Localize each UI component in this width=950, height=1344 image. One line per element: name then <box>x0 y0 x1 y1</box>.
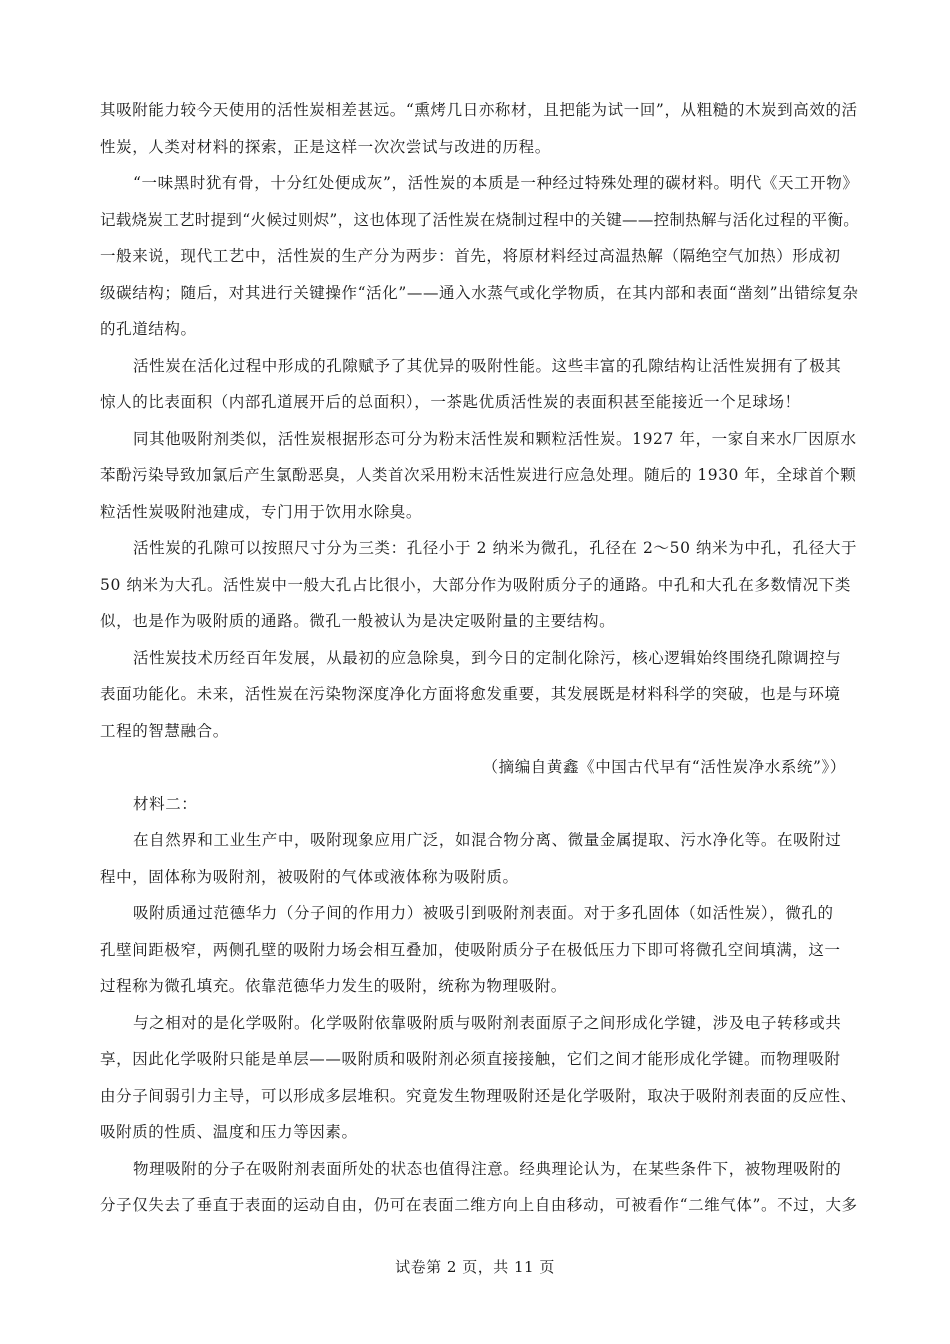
paragraph <box>100 348 860 421</box>
text-line: 在自然界和工业生产中，吸附现象应用广泛，如混合物分离、微量金属提取、污水净化等。在吸附过 <box>133 831 842 849</box>
text-line: 享，因此化学吸附只能是单层——吸附质和吸附剂必须直接接触，它们之间才能形成化学键。而物理吸附 <box>100 1050 841 1068</box>
text-line: 50 纳米为大孔。活性炭中一般大孔占比很小，大部分作为吸附质分子的通路。中孔和大孔在多数情况下类 <box>100 575 851 594</box>
text-line: 分子仅失去了垂直于表面的运动自由，仍可在表面二维方向上自由移动，可被看作“二维气体”。不过，大多 <box>100 1196 858 1214</box>
text-line: 由分子间弱引力主导，可以形成多层堆积。究竟发生物理吸附还是化学吸附，取决于吸附剂表面的反应性、 <box>100 1086 857 1105</box>
text-line: 吸附质通过范德华力（分子间的作用力）被吸引到吸附剂表面。对于多孔固体（如活性炭），微孔的 <box>133 904 834 922</box>
text-line: 与之相对的是化学吸附。化学吸附依靠吸附质与吸附剂表面原子之间形成化学键，涉及电子转移或共 <box>133 1013 842 1032</box>
text-line: 性炭，人类对材料的探索，正是这样一次次尝试与改进的历程。 <box>100 137 551 156</box>
text-line: 惊人的比表面积（内部孔道展开后的总面积），一茶匙优质活性炭的表面积甚至能接近一个足球场！ <box>100 393 801 411</box>
page-content <box>100 92 860 1224</box>
material-two-label: 材料二： <box>133 794 198 813</box>
paragraph <box>100 640 860 750</box>
text-line: 其吸附能力较今天使用的活性炭相差甚远。“熏烤几日亦称材，且把能为试一回”，从粗糙的木炭到高效的活 <box>100 101 858 119</box>
text-line: 过程称为微孔填充。依靠范德华力发生的吸附，统称为物理吸附。 <box>100 977 567 995</box>
text-line: 表面功能化。未来，活性炭在污染物深度净化方面将愈发重要，其发展既是材料科学的突破，也是与环境 <box>100 685 841 703</box>
source-citation: （摘编自黄鑫《中国古代早有“活性炭净水系统”》） <box>482 758 846 776</box>
text-line: 级碳结构；随后，对其进行关键操作“活化”——通入水蒸气或化学物质，在其内部和表面“凿刻”出错综复杂 <box>100 283 859 302</box>
paragraph <box>100 1005 860 1151</box>
paragraph <box>100 421 860 531</box>
text-line: 物理吸附的分子在吸附剂表面所处的状态也值得注意。经典理论认为，在某些条件下，被物理吸附的 <box>133 1159 842 1178</box>
text-line: 一般来说，现代工艺中，活性炭的生产分为两步：首先，将原材料经过高温热解（隔绝空气加热）形成初 <box>100 247 841 265</box>
text-line: “一味黑时犹有骨，十分红处便成灰”，活性炭的本质是一种经过特殊处理的碳材料。明代《天工开物》 <box>133 174 859 192</box>
text-line: 似，也是作为吸附质的通路。微孔一般被认为是决定吸附量的主要结构。 <box>100 612 616 630</box>
text-line: 活性炭的孔隙可以按照尺寸分为三类：孔径小于 2 纳米为微孔，孔径在 2～50 纳米为中孔，孔径大于 <box>133 539 858 557</box>
text-line: 同其他吸附剂类似，活性炭根据形态可分为粉末活性炭和颗粒活性炭。1927 年，一家自来水厂因原水 <box>133 429 857 448</box>
text-line: 活性炭在活化过程中形成的孔隙赋予了其优异的吸附性能。这些丰富的孔隙结构让活性炭拥有了极其 <box>133 356 842 375</box>
text-line: 工程的智慧融合。 <box>100 721 229 740</box>
paragraph <box>100 165 860 348</box>
text-line: 活性炭技术历经百年发展，从最初的应急除臭，到今日的定制化除污，核心逻辑始终围绕孔隙调控与 <box>133 648 842 667</box>
page-footer: 试卷第 2 页，共 11 页 <box>395 1258 555 1276</box>
text-line: 的孔道结构。 <box>100 320 197 338</box>
text-line: 粒活性炭吸附池建成，专门用于饮用水除臭。 <box>100 502 423 521</box>
text-line: 吸附质的性质、温度和压力等因素。 <box>100 1123 358 1141</box>
paragraph <box>100 530 860 640</box>
paragraph <box>100 822 860 895</box>
text-line: 程中，固体称为吸附剂，被吸附的气体或液体称为吸附质。 <box>100 867 519 886</box>
paragraph <box>100 92 860 165</box>
text-line: 苯酚污染导致加氯后产生氯酚恶臭，人类首次采用粉末活性炭进行应急处理。随后的 1930 年，全球首个颗 <box>100 466 857 484</box>
text-line: 记载烧炭工艺时提到“火候过则烬”，这也体现了活性炭在烧制过程中的关键——控制热解与活化过程的平衡。 <box>100 210 860 229</box>
paragraph <box>100 895 860 1005</box>
paragraph <box>100 1151 860 1224</box>
text-line: 孔壁间距极窄，两侧孔壁的吸附力场会相互叠加，使吸附质分子在极低压力下即可将微孔空间填满，这一 <box>100 940 841 959</box>
